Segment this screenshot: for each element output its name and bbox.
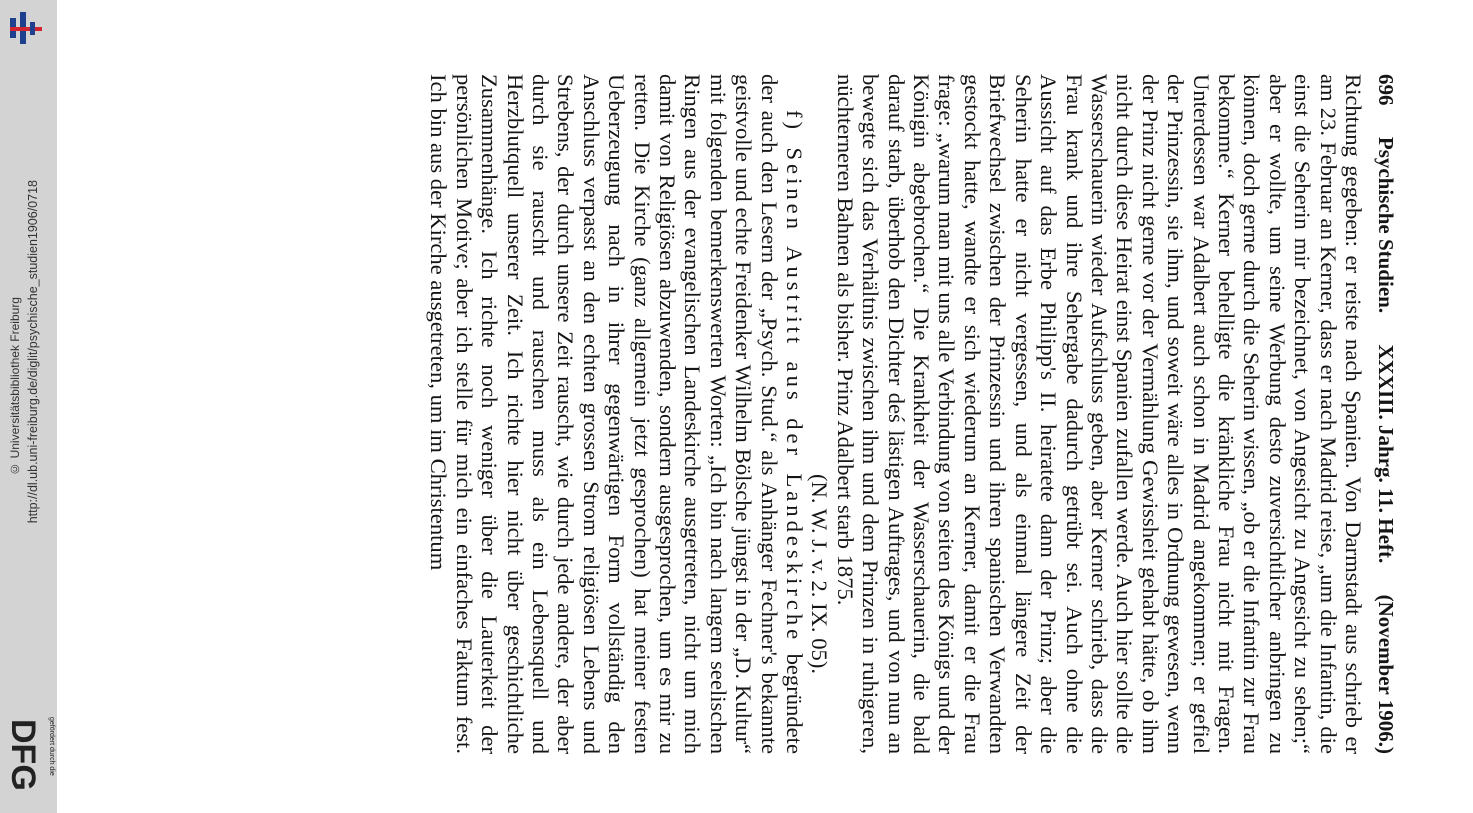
sidebar: [0, 0, 57, 813]
journal-title: Psychische Studien.: [1374, 136, 1398, 314]
permalink-url[interactable]: http://dl.ub.uni-freiburg.de/diglit/psychische_studien1906/0718: [26, 180, 40, 524]
page-number: 696: [1374, 74, 1398, 106]
scanned-page: [68, 74, 1398, 754]
body-paragraph: Richtung gegeben: er reiste nach Spanien. Von Darmstadt aus schrieb er am 23. Februar an Kerner, dass er nach Madrid reise, „um die Infantin, die einst die Seherin mir bezeichnet, von Angesicht zu Angesicht zu sehen;“ aber er wollte, um seine Werbung desto zuversichtlicher anbringen zu können, doch gerne durch die Seherin wissen, „ob er die Infantin zur Frau bekomme.“ Kerner behelligte die kränkliche Frau nicht mit Fragen. Unterdessen war Adalbert auch schon in Madrid angekommen; er gefiel der Prinzessin, sie ihm, und soweit wäre alles in Ordnung gewesen, wenn der Prinz nicht gerne vor der Vermählung Gewissheit gehabt hätte, ob ihm nicht durch diese Heirat einst Spanien zufallen werde. Auch hier sollte die Wasserschauerin wieder Aufschluss geben, aber Kerner schrieb, dass die Frau krank und ihre Sehergabe dadurch getrübt sei. Auch ohne die Aussicht auf das Erbe Philipp's II. heiratete dann der Prinz; aber die Seherin hatte er nicht vergessen, und als einmal längere Zeit der Briefwechsel zwischen der Prinzessin und ihren spanischen Verwandten gestockt hatte, wandte er sich wiederum an Kerner, damit er die Frau frage: „warum man mit uns alle Verbindung von seiten des Königs und der Königin abgebrochen.“ Die Krankheit der Wasserschauerin, die bald darauf starb, überhob den Dichter deś lästigen Auftrages, und von nun an bewegte sich das Verhältnis zwischen ihm und dem Prinzen in ruhigeren, nüchterneren Bahnen als bisher. Prinz Adalbert starb 1875.: [832, 74, 1366, 754]
dfg-logo-icon: [4, 715, 56, 807]
dfg-wordmark: DFG: [4, 719, 42, 791]
section-text: begründete der auch den Lesern der „Psych. Stud.“ als Anhänger Fechner's bekannte geistvolle und echte Freidenker Wilhelm Bölsche jüngst in der „D. Kultur“ mit folgenden bemerkenswerten Worten: „Ich bin nach langem seelischen Ringen aus der evangelischen Landeskirche ausgetreten, nicht um mich damit von Religiösen abzuwenden, sondern ausgesprochen, um es mir zu retten. Die Kirche (ganz allgemein jetzt gesprochen) hat meiner festen Ueberzeugung nach in ihrer gegenwärtigen Form vollständig den Anschluss verpasst an den echten grossen Strom religiösen Lebens und Strebens, der durch unsere Zeit rauscht, wie durch jede andere, der aber durch sie rauscht und rauschen muss als ein Lebensquell und Herzblutquell unserer Zeit. Ich richte hier nicht über geschichtliche Zusammenhänge. Ich richte noch weniger über die Lauterkeit der persönlichen Motive; aber ich stelle für mich ein einfaches Faktum fest. Ich bin aus der Kirche ausgetreten, um im Christentum: [426, 74, 808, 754]
funder-caption: gefördert durch die: [48, 717, 55, 776]
issue-date: (November 1906.): [1374, 594, 1398, 754]
running-head: [1374, 74, 1398, 754]
copyright-notice: © Universitätsbibliothek Freiburg: [8, 297, 22, 476]
section-label: f) Seinen Austritt aus der Landeskirche: [782, 110, 808, 644]
issue-info: XXXIII. Jahrg. 11. Heft.: [1374, 344, 1398, 564]
section-paragraph: [426, 74, 807, 754]
ub-freiburg-logo-icon: [6, 8, 46, 48]
source-signature: (N. W. J. v. 2. IX. 05).: [807, 474, 833, 674]
